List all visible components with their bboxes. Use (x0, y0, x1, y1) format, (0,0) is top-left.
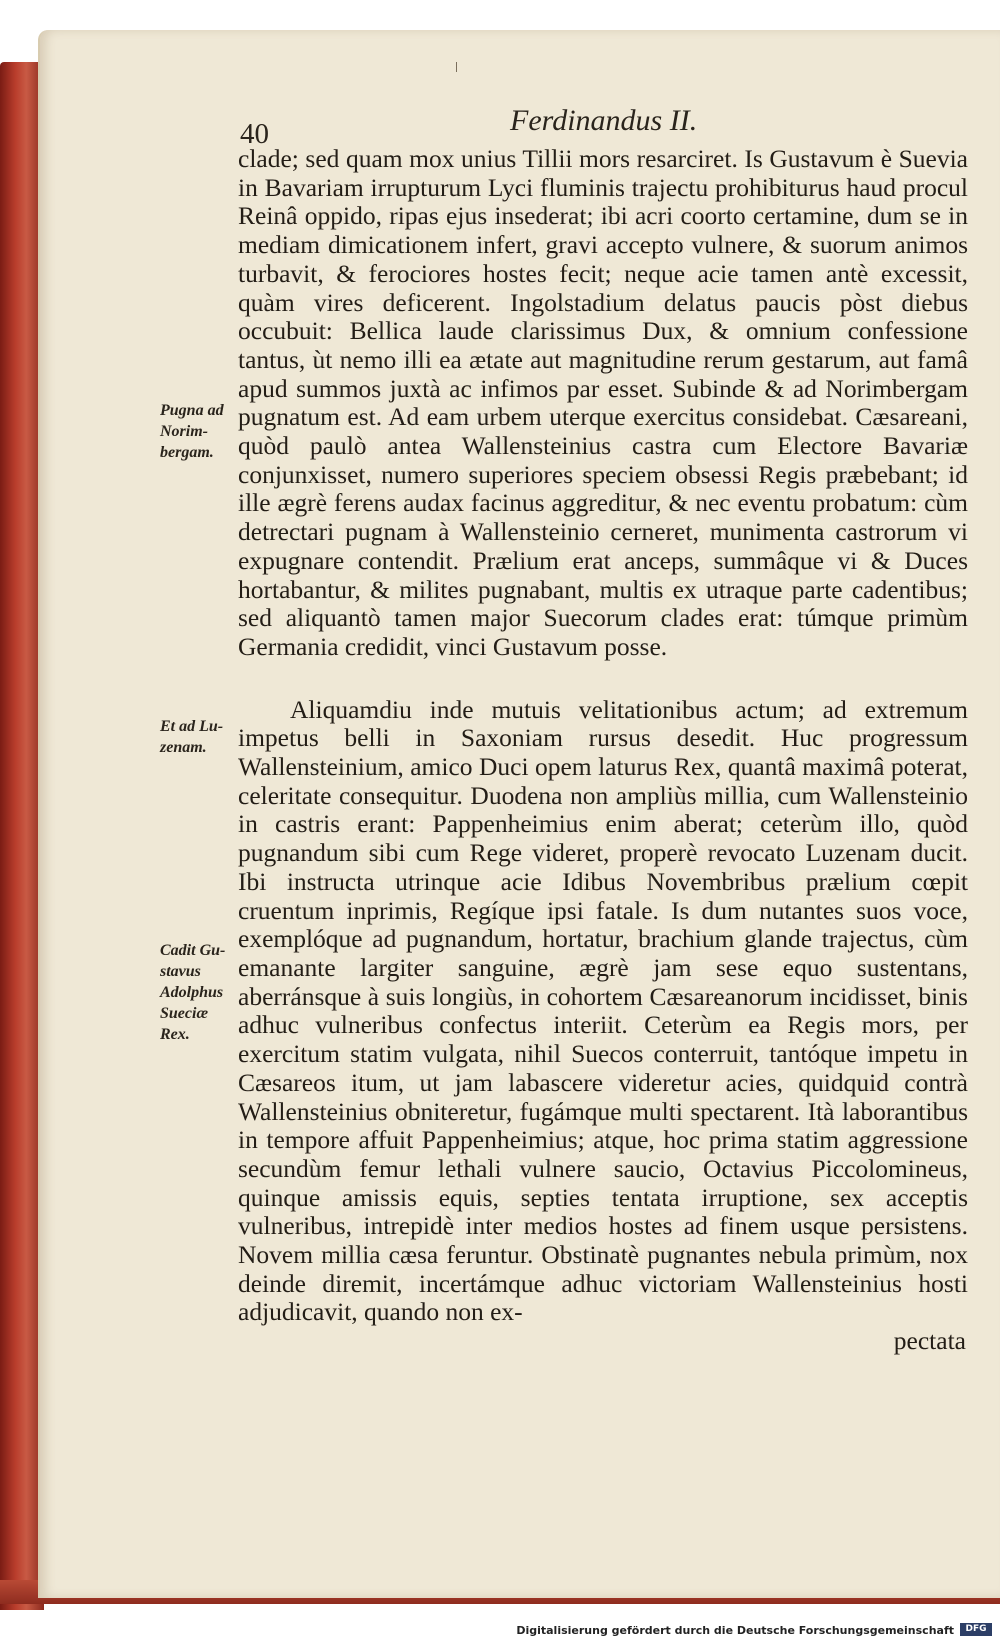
running-head: Ferdinandus II. (510, 104, 698, 137)
paragraph-2: Aliquamdiu inde mutuis velitationibus actum; ad extremum impetus belli in Saxoniam rursus desedit. Huc progressum Wallensteinium, amico Duci opem laturus Rex, quantâ maximâ poterat, celeritate consequitur. Duodena non ampliùs millia, cum Wallensteinio in castris erant: Pappenheimius enim aberat; ceterùm illo, quòd pugnandum sibi cum Rege videret, properè revocato Luzenam ducit. Ibi instructa utrinque acie Idibus Novembribus prælium cœpit cruentum inprimis, Regíque ipsi fatale. Is dum nutantes suos voce, exemplóque ad pugnandum, hortatur, brachium glande trajectus, cùm emanante largiter sanguine, ægrè jam sese equo sustentans, aberránsque à suis longiùs, in cohortem Cæsareanorum incidisset, binis adhuc vulneribus confectus interiit. Ceterùm ea Regis mors, per exercitum statim vulgata, nihil Suecos conterruit, tantóque impetu in Cæsareos itum, ut jam labascere videretur acies, quidquid contrà Wallensteinius obniteretur, fugámque multi spectarent. Ità laborantibus in tempore affuit Pappenheimius; atque, hoc prima statim aggressione secundùm femur lethali vulnere saucio, Octavius Piccolomineus, quinque amissis equis, septies tentata irruptione, sex acceptis vulneribus, intrepidè inter medios hostes ad finem usque persistens. Novem millia cæsa feruntur. Obstinatè pugnantes nebula primùm, nox deinde diremit, incertámque adhuc victoriam Wallensteinius hosti adjudicavit, quando non ex- (238, 694, 968, 1327)
digitization-credit: Digitalisierung gefördert durch die Deutsche Forschungsgemeinschaft (516, 1624, 954, 1637)
margin-note-luzena: Et ad Lu- zenam. (160, 718, 224, 756)
print-mark (456, 62, 457, 72)
main-text (238, 145, 968, 1356)
margin-note-norimberga: Pugna ad Norim- bergam. (160, 402, 224, 461)
page-number: 40 (240, 118, 269, 150)
margin-note-gustavus: Cadit Gu- stavus Adolphus Sueciæ Rex. (160, 942, 226, 1043)
dfg-logo-icon: DFG (960, 1623, 992, 1636)
catchword: pectata (893, 1326, 966, 1356)
paragraph-1: clade; sed quam mox unius Tillii mors resarciret. Is Gustavum è Suevia in Bavariam irrupturum Lyci fluminis trajectu prohibiturus haud procul Reinâ oppido, ripas ejus insederat; ibi acri coorto certamine, dum se in mediam dimicationem infert, gravi accepto vulnere, & suorum animos turbavit, & ferociores hostes fecit; neque acie tamen antè excessit, quàm vires deficerent. Ingolstadium delatus paucis pòst diebus occubuit: Bellica laude clarissimus Dux, & omnium confessione tantus, ùt nemo illi ea ætate aut magnitudine rerum gestarum, aut famâ apud summos juxtà ac infimos par esset. Subinde & ad Norimbergam pugnatum est. Ad eam urbem uterque exercitus considebat. Cæsareani, quòd paulò antea Wallensteinius castra cum Electore Bavariæ conjunxisset, numero superiores speciem obsessi Regis præbebant; id ille ægrè ferens audax facinus aggreditur, & nec eventu probatum: cùm detrectari pugnam à Wallensteinio cerneret, munimenta castrorum vi expugnare contendit. Prælium erat anceps, summâque vi & Duces hortabantur, & milites pugnabant, multis ex utraque parte cadentibus; sed aliquantò tamen major Suecorum clades erat: túmque primùm Germania credidit, vinci Gustavum posse. (238, 144, 968, 661)
